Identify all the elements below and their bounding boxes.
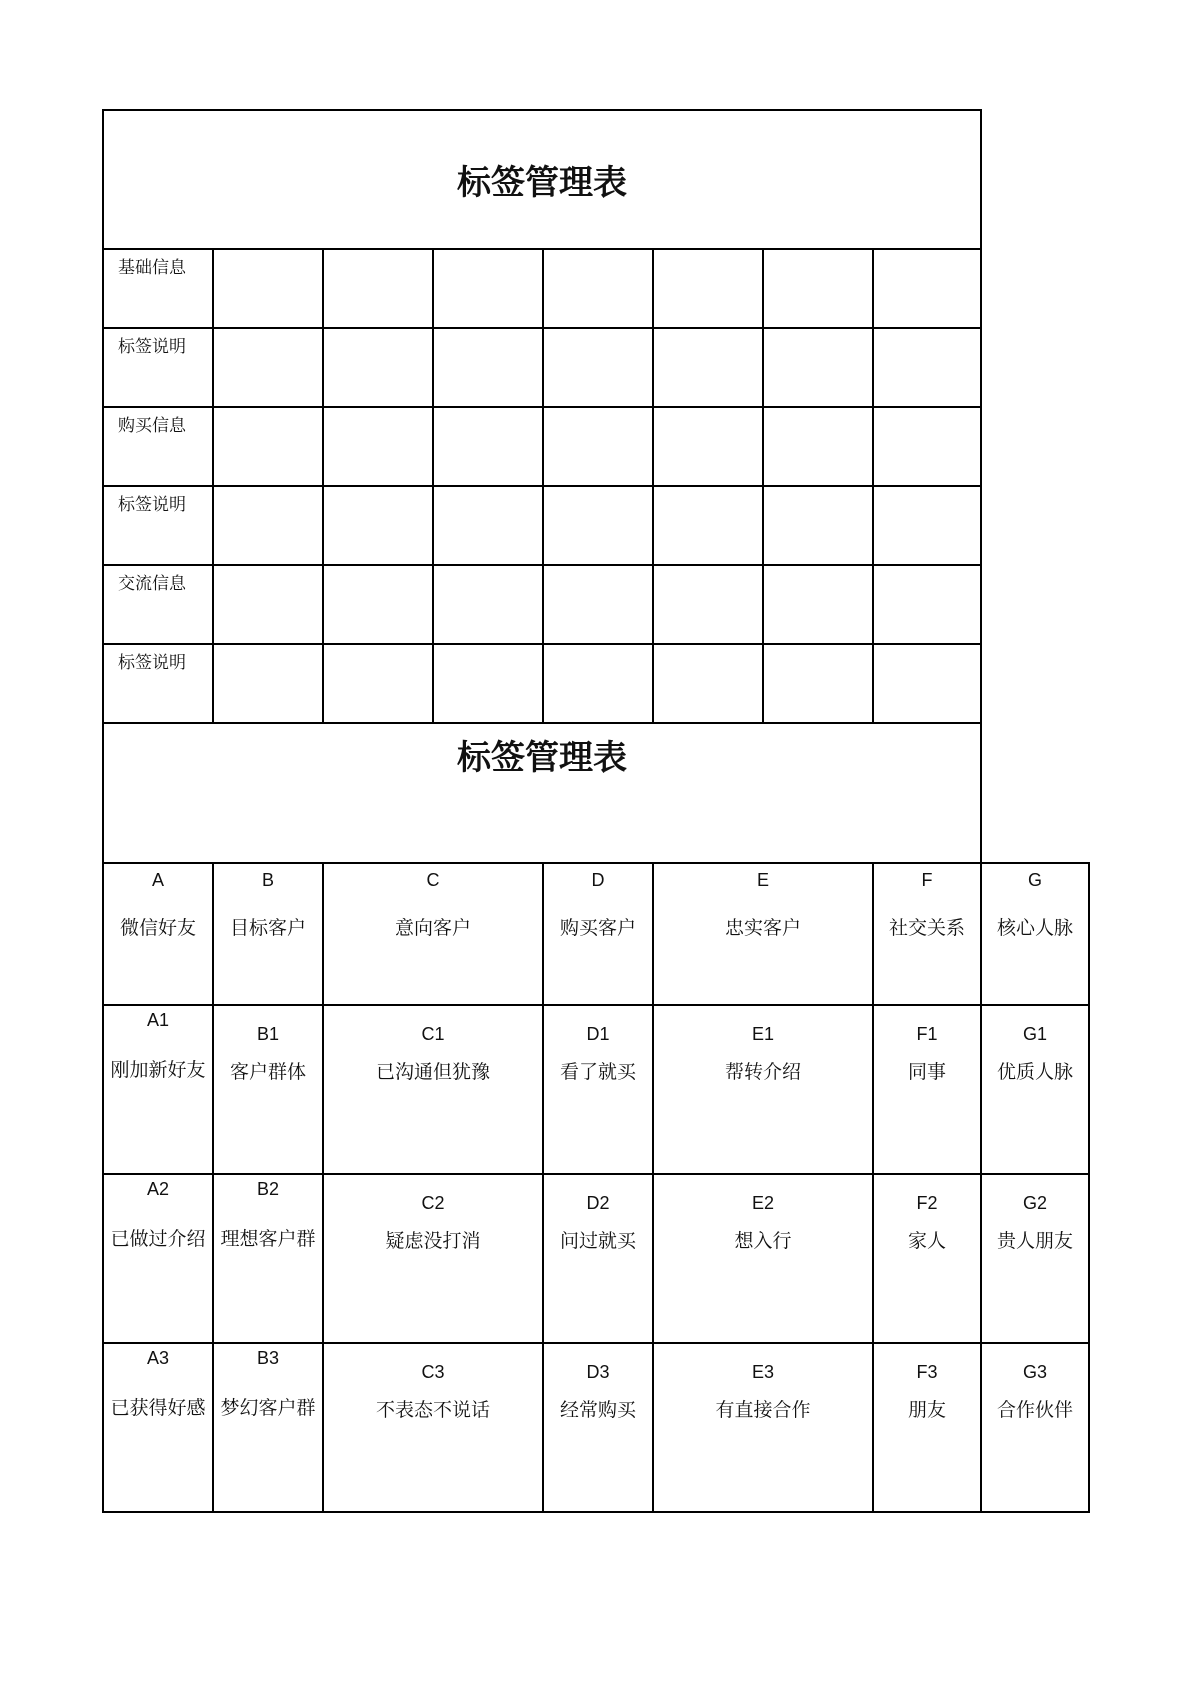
tag-cell [873, 1174, 981, 1343]
blank-cell[interactable] [763, 644, 873, 723]
tag-code: E3 [751, 1362, 775, 1382]
blank-cell[interactable] [873, 565, 981, 644]
tag-name: 已做过介绍 [110, 1228, 206, 1250]
tag-cell [213, 1343, 323, 1512]
blank-cell[interactable] [323, 486, 433, 565]
tag-code: D [591, 870, 605, 890]
tag-name: 微信好友 [119, 917, 196, 939]
tag-code: D1 [586, 1024, 610, 1044]
tag-name: 核心人脉 [996, 917, 1073, 939]
sheet-title: 标签管理表 [103, 110, 981, 249]
blank-cell[interactable] [433, 565, 543, 644]
tag-code: F [921, 870, 933, 890]
tag-code: F1 [916, 1024, 938, 1044]
blank-cell[interactable] [543, 644, 653, 723]
tag-management-table [102, 109, 1090, 1513]
tag-name: 有直接合作 [715, 1399, 811, 1421]
blank-cell[interactable] [213, 328, 323, 407]
tag-management-sheet [102, 109, 1090, 1513]
tag-header-row [103, 863, 1089, 1005]
tag-cell [323, 1343, 543, 1512]
tag-row [103, 1343, 1089, 1512]
tag-name: 忠实客户 [724, 917, 801, 939]
tag-cell [103, 1174, 213, 1343]
tag-code: B1 [256, 1024, 280, 1044]
blank-cell[interactable] [323, 407, 433, 486]
row-label-communication-info: 交流信息 [103, 565, 213, 644]
blank-cell[interactable] [763, 249, 873, 328]
tag-name: 经常购买 [559, 1399, 636, 1421]
tag-code: A1 [146, 1010, 170, 1030]
tag-cell [981, 1343, 1089, 1512]
blank-cell[interactable] [543, 249, 653, 328]
tag-name: 不表态不说话 [375, 1399, 490, 1421]
blank-cell[interactable] [653, 565, 763, 644]
tag-name: 疑虑没打消 [385, 1230, 481, 1252]
tag-name: 理想客户群 [220, 1228, 316, 1250]
blank-cell[interactable] [763, 565, 873, 644]
tag-name: 看了就买 [559, 1061, 636, 1083]
blank-cell[interactable] [433, 486, 543, 565]
blank-cell[interactable] [763, 407, 873, 486]
tag-name: 客户群体 [229, 1061, 306, 1083]
tag-cell [873, 1343, 981, 1512]
tag-name: 刚加新好友 [110, 1059, 206, 1081]
tag-category-d [543, 863, 653, 1005]
tag-name: 已沟通但犹豫 [375, 1061, 490, 1083]
tag-row [103, 1174, 1089, 1343]
tag-cell [543, 1174, 653, 1343]
tag-code: D3 [586, 1362, 610, 1382]
info-row [103, 407, 1089, 486]
second-title: 标签管理表 [103, 723, 981, 863]
tag-cell [653, 1174, 873, 1343]
tag-code: C [426, 870, 440, 890]
blank-cell[interactable] [543, 328, 653, 407]
tag-code: B2 [256, 1179, 280, 1199]
tag-code: D2 [586, 1193, 610, 1213]
blank-cell[interactable] [323, 328, 433, 407]
blank-cell[interactable] [213, 565, 323, 644]
tag-name: 优质人脉 [996, 1061, 1073, 1083]
tag-name: 同事 [907, 1061, 946, 1083]
blank-cell[interactable] [873, 407, 981, 486]
blank-cell[interactable] [653, 407, 763, 486]
tag-category-b [213, 863, 323, 1005]
blank-cell[interactable] [433, 407, 543, 486]
tag-name: 合作伙伴 [996, 1399, 1073, 1421]
tag-name: 目标客户 [229, 917, 306, 939]
tag-cell [981, 1005, 1089, 1174]
tag-code: E1 [751, 1024, 775, 1044]
blank-cell[interactable] [763, 486, 873, 565]
blank-cell[interactable] [213, 644, 323, 723]
blank-cell[interactable] [433, 249, 543, 328]
tag-name: 购买客户 [559, 917, 636, 939]
row-label-tag-description: 标签说明 [103, 328, 213, 407]
info-row [103, 565, 1089, 644]
tag-category-a [103, 863, 213, 1005]
tag-category-c [323, 863, 543, 1005]
blank-cell[interactable] [213, 249, 323, 328]
info-row [103, 644, 1089, 723]
row-label-tag-description: 标签说明 [103, 644, 213, 723]
row-label-tag-description: 标签说明 [103, 486, 213, 565]
blank-cell[interactable] [213, 486, 323, 565]
tag-code: F3 [916, 1362, 938, 1382]
tag-cell [653, 1005, 873, 1174]
tag-code: F2 [916, 1193, 938, 1213]
tag-code: G1 [1022, 1024, 1047, 1044]
tag-name: 已获得好感 [110, 1397, 206, 1419]
tag-name: 意向客户 [394, 917, 471, 939]
tag-code: C2 [421, 1193, 445, 1213]
blank-cell[interactable] [323, 565, 433, 644]
info-row [103, 486, 1089, 565]
tag-code: G3 [1022, 1362, 1047, 1382]
tag-name: 想入行 [734, 1230, 792, 1252]
tag-cell [873, 1005, 981, 1174]
blank-cell[interactable] [873, 644, 981, 723]
blank-cell[interactable] [433, 328, 543, 407]
tag-name: 社交关系 [888, 917, 965, 939]
tag-code: B3 [256, 1348, 280, 1368]
blank-cell[interactable] [433, 644, 543, 723]
blank-cell[interactable] [653, 644, 763, 723]
info-row [103, 249, 1089, 328]
tag-code: E [756, 870, 769, 890]
tag-category-f [873, 863, 981, 1005]
tag-cell [213, 1174, 323, 1343]
tag-cell [653, 1343, 873, 1512]
tag-cell [103, 1343, 213, 1512]
tag-name: 问过就买 [559, 1230, 636, 1252]
blank-cell[interactable] [213, 407, 323, 486]
tag-cell [213, 1005, 323, 1174]
blank-cell[interactable] [543, 565, 653, 644]
tag-category-e [653, 863, 873, 1005]
blank-cell[interactable] [653, 249, 763, 328]
info-row [103, 328, 1089, 407]
tag-name: 梦幻客户群 [220, 1397, 316, 1419]
blank-cell[interactable] [653, 486, 763, 565]
blank-cell[interactable] [543, 407, 653, 486]
tag-name: 家人 [907, 1230, 946, 1252]
blank-cell[interactable] [873, 249, 981, 328]
tag-row [103, 1005, 1089, 1174]
tag-cell [323, 1174, 543, 1343]
tag-category-g [981, 863, 1089, 1005]
blank-cell[interactable] [653, 328, 763, 407]
tag-code: A [151, 870, 164, 890]
blank-cell[interactable] [323, 644, 433, 723]
tag-code: G [1027, 870, 1042, 890]
row-label-basic-info: 基础信息 [103, 249, 213, 328]
tag-cell [543, 1343, 653, 1512]
tag-name: 朋友 [907, 1399, 946, 1421]
tag-code: C3 [421, 1362, 445, 1382]
tag-cell [323, 1005, 543, 1174]
tag-name: 贵人朋友 [996, 1230, 1073, 1252]
tag-cell [103, 1005, 213, 1174]
blank-cell[interactable] [873, 328, 981, 407]
blank-cell[interactable] [323, 249, 433, 328]
tag-code: C1 [421, 1024, 445, 1044]
tag-cell [981, 1174, 1089, 1343]
row-label-purchase-info: 购买信息 [103, 407, 213, 486]
tag-cell [543, 1005, 653, 1174]
tag-code: B [261, 870, 274, 890]
tag-name: 帮转介绍 [724, 1061, 801, 1083]
tag-code: G2 [1022, 1193, 1047, 1213]
tag-code: A2 [146, 1179, 170, 1199]
blank-cell[interactable] [543, 486, 653, 565]
blank-cell[interactable] [873, 486, 981, 565]
blank-cell[interactable] [763, 328, 873, 407]
tag-code: A3 [146, 1348, 170, 1368]
tag-code: E2 [751, 1193, 775, 1213]
